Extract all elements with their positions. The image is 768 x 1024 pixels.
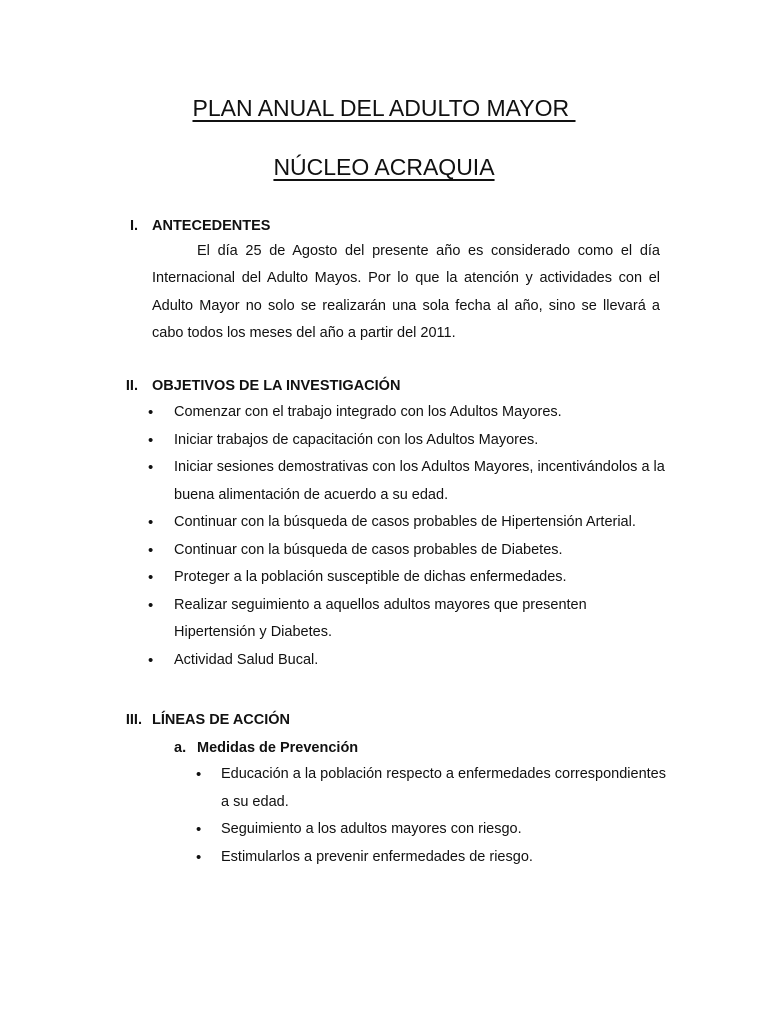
list-item [148, 427, 668, 455]
list-item [148, 537, 668, 565]
list-item [196, 844, 666, 872]
bullet-icon: • [148, 459, 154, 476]
list-item-text: Comenzar con el trabajo integrado con los Adultos Mayores. [174, 404, 562, 420]
title-line-2: NÚCLEO ACRAQUIA [273, 154, 495, 180]
bullet-icon: • [148, 596, 154, 614]
bullet-icon: • [196, 848, 202, 866]
subsection-a-title: Medidas de Prevención [197, 740, 359, 756]
list-item-text: Seguimiento a los adultos mayores con riesgo. [221, 821, 522, 837]
section-2-title: OBJETIVOS DE LA INVESTIGACIÓN [152, 378, 401, 394]
prevention-list [196, 761, 666, 871]
subsection-a-letter: a. [174, 740, 187, 756]
list-item-text: Continuar con la búsqueda de casos probables de Hipertensión Arterial. [174, 514, 636, 530]
list-item-text: Realizar seguimiento a aquellos adultos mayores que presenten Hipertensión y Diabetes. [174, 596, 587, 640]
bullet-icon: • [148, 651, 154, 669]
section-1-number: I. [129, 218, 138, 234]
list-item-text: Iniciar sesiones demostrativas con los Adultos Mayores, incentivándolos a la buena alimentación de acuerdo a su edad. [174, 459, 665, 503]
bullet-icon: • [148, 514, 154, 531]
list-item [148, 454, 668, 509]
list-item-text: Estimularlos a prevenir enfermedades de riesgo. [221, 848, 533, 865]
objectives-list [148, 399, 668, 674]
title-line-1: PLAN ANUAL DEL ADULTO MAYOR [192, 95, 576, 121]
document-title [0, 94, 768, 122]
list-item-text: Proteger a la población susceptible de dichas enfermedades. [174, 569, 567, 585]
section-3-title: LÍNEAS DE ACCIÓN [152, 712, 291, 728]
section-1-paragraph [152, 238, 660, 347]
section-3-number: III. [125, 712, 142, 728]
bullet-icon: • [148, 541, 154, 559]
list-item-text: Continuar con la búsqueda de casos probables de Diabetes. [174, 541, 563, 558]
list-item [148, 647, 668, 675]
bullet-icon: • [148, 404, 154, 421]
bullet-icon: • [196, 821, 202, 838]
bullet-icon: • [196, 766, 202, 783]
section-1-title: ANTECEDENTES [152, 218, 271, 234]
list-item-text: Actividad Salud Bucal. [174, 651, 319, 668]
section-1-paragraph-text: El día 25 de Agosto del presente año es considerado como el día Internacional del Adulto Mayos. Por lo que la atención y actividades con el Adulto Mayor no solo se realizarán una sola fecha al año, sino se llevará a cabo todos los meses del año a partir del 2011. [152, 243, 660, 341]
list-item [196, 816, 666, 844]
list-item [148, 509, 668, 537]
list-item-text: Iniciar trabajos de capacitación con los Adultos Mayores. [174, 431, 539, 448]
list-item-text: Educación a la población respecto a enfermedades correspondientes a su edad. [221, 766, 666, 810]
document-subtitle [0, 153, 768, 181]
bullet-icon: • [148, 431, 154, 449]
list-item [148, 399, 668, 427]
list-item [148, 564, 668, 592]
section-2-number: II. [125, 378, 138, 394]
bullet-icon: • [148, 569, 154, 586]
list-item [196, 761, 666, 816]
list-item [148, 592, 668, 647]
